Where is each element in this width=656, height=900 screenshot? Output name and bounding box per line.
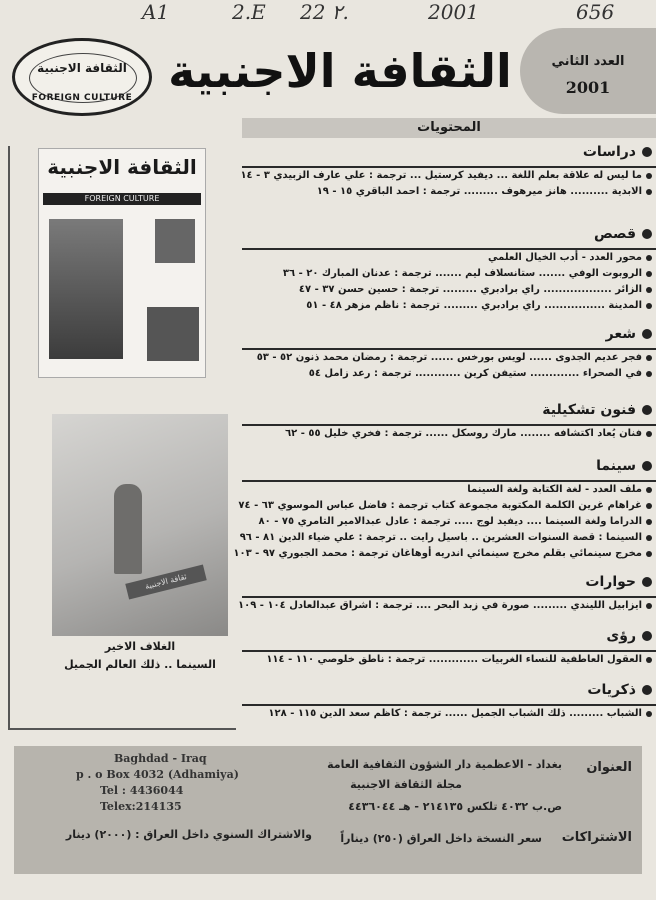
couple-figure (114, 484, 142, 574)
back-cover-image (52, 414, 228, 636)
footer-subscriptions-label: الاشتراكات (561, 830, 632, 845)
stamp-english: FOREIGN CULTURE (31, 93, 133, 103)
toc-entry: الزائر .................. راي برادبري ......... ترجمة : حسين حسن ٣٧ - ٤٧ (236, 282, 656, 298)
section-interviews (236, 572, 656, 614)
footer-tel: Tel : 4436044 (100, 784, 184, 797)
bullet-icon (642, 631, 652, 641)
section-title: شعر (605, 326, 636, 342)
stamp-arabic: الثقافة الاجنبية (37, 61, 127, 75)
footer-telex: Telex:214135 (100, 800, 182, 813)
toc-entry: الدراما ولغة السينما .... ديفيد لوج ..... ترجمة : عادل عبدالامير التامري ٧٥ - ٨٠ (236, 514, 656, 530)
issue-year: 2001 (565, 78, 611, 97)
section-title: فنون تشكيلية (542, 402, 636, 418)
section-visions (236, 626, 656, 668)
back-plate: ثقافة الاجنبية (125, 565, 206, 600)
toc-entry: ما ليس له علاقة بعلم اللغة ... ديفيد كرستيل ... ترجمة : علي عارف الزبيدي ٣ - ١٤ (236, 168, 656, 184)
bullet-icon (642, 577, 652, 587)
toc-entry: السينما : قصة السنوات العشرين .. باسيل رايت .. ترجمة : علي ضياء الدين ٨١ - ٩٦ (236, 530, 656, 546)
handwriting-date: 22 ۲. (300, 0, 349, 24)
bullet-icon (642, 461, 652, 471)
section-studies (236, 142, 656, 200)
handwritten-annotations (0, 0, 656, 30)
section-title: رؤى (606, 628, 636, 644)
cover-photo-small (147, 307, 199, 361)
section-title: ذكريات (587, 682, 636, 698)
magazine-masthead: الثقافة الاجنبية (168, 44, 512, 98)
cover-title: الثقافة الاجنبية (47, 155, 197, 179)
section-fine-arts (236, 400, 656, 442)
section-title: سينما (596, 458, 636, 474)
section-poetry (236, 324, 656, 382)
contents-heading: المحتويات (242, 118, 656, 138)
handwriting-year: 2001 (428, 0, 479, 24)
toc-entry: محور العدد - أدب الخيال العلمي (236, 250, 656, 266)
back-cover-subcaption: السينما .. ذلك العالم الجميل (64, 658, 216, 671)
section-title: قصص (593, 226, 636, 242)
cover-band: FOREIGN CULTURE (43, 193, 201, 205)
toc-entry: فنان يُعاد اكتشافه ........ مارك روسكل ...... ترجمة : فخري خليل ٥٥ - ٦٢ (236, 426, 656, 442)
footer-price: سعر النسخة داخل العراق (٢٥٠) ديناراً (340, 832, 542, 845)
section-title: دراسات (582, 144, 636, 160)
toc-entry: الشباب ......... ذلك الشباب الجميل ...... ترجمة : كاظم سعد الدين ١١٥ - ١٢٨ (236, 706, 656, 722)
toc-entry: فجر عديم الجدوى ...... لويس بورخس ...... ترجمة : رمضان محمد ذنون ٥٢ - ٥٣ (236, 350, 656, 366)
issue-number: العدد الثاني (551, 54, 625, 69)
footer-annual: والاشتراك السنوي داخل العراق : (٢٠٠٠) دينار (65, 828, 312, 841)
back-cover-caption: الغلاف الاخير (104, 640, 176, 653)
handwriting-code: A1 (142, 0, 170, 24)
toc-entry: الروبوت الوفي ....... ستانسلاف ليم ....... ترجمة : عدنان المبارك ٢٠ - ٣٦ (236, 266, 656, 282)
bullet-icon (642, 685, 652, 695)
front-cover-thumbnail (38, 148, 206, 378)
section-memoirs (236, 680, 656, 722)
section-stories (236, 224, 656, 314)
cover-photo-portrait (155, 219, 195, 263)
section-cinema (233, 456, 656, 562)
toc-entry: مخرج سينمائي بقلم مخرج سينمائي اندريه أوهاغان ترجمة : محمد الجبوري ٩٧ - ١٠٣ (236, 546, 656, 562)
footer-address: بغداد - الاعظمية دار الشؤون الثقافية العامة (327, 758, 562, 771)
footer-pobox-ar: ص.ب ٤٠٣٢ تلكس ٢١٤١٣٥ - هـ ٤٤٣٦٠٤٤ (348, 800, 562, 813)
footer-pobox-en: p . o Box 4032 (Adhamiya) (76, 768, 239, 781)
library-stamp (12, 38, 152, 116)
toc-entry: العقول العاطفية للنساء الغربيات ............. ترجمة : ناطق خلوصي ١١٠ - ١١٤ (236, 652, 656, 668)
handwriting-number: 656 (576, 0, 615, 24)
toc-entry: ايزابيل الليندي ......... صورة في زبد البحر .... ترجمة : اشراق عبدالعادل ١٠٤ - ١٠٩ (236, 598, 656, 614)
bullet-icon (642, 405, 652, 415)
footer-address-label: العنوان (586, 760, 632, 775)
cover-photo-main (49, 219, 123, 359)
section-title: حوارات (585, 574, 636, 590)
publisher-footer (14, 746, 642, 874)
table-of-contents (233, 142, 656, 732)
toc-entry: غراهام غرين الكلمة المكتوبة مجموعة كتاب ترجمة : فاضل عباس الموسوي ٦٣ - ٧٤ (236, 498, 656, 514)
toc-entry: في الصحراء ............. ستيفن كرين ............ ترجمة : رعد زامل ٥٤ (236, 366, 656, 382)
bullet-icon (642, 329, 652, 339)
footer-city: Baghdad - Iraq (114, 752, 207, 765)
bullet-icon (642, 229, 652, 239)
bullet-icon (642, 147, 652, 157)
toc-entry: ملف العدد - لغة الكتابة ولغة السينما (236, 482, 656, 498)
footer-magazine: مجلة الثقافة الاجنبية (350, 778, 462, 791)
toc-entry: المدينة ................ راي برادبري ......... ترجمة : ناظم مزهر ٤٨ - ٥١ (236, 298, 656, 314)
toc-entry: الابدية .......... هانز ميرهوف ......... ترجمة : احمد الباقري ١٥ - ١٩ (236, 184, 656, 200)
issue-badge (520, 28, 656, 114)
handwriting-mark: 2.E (232, 0, 266, 24)
